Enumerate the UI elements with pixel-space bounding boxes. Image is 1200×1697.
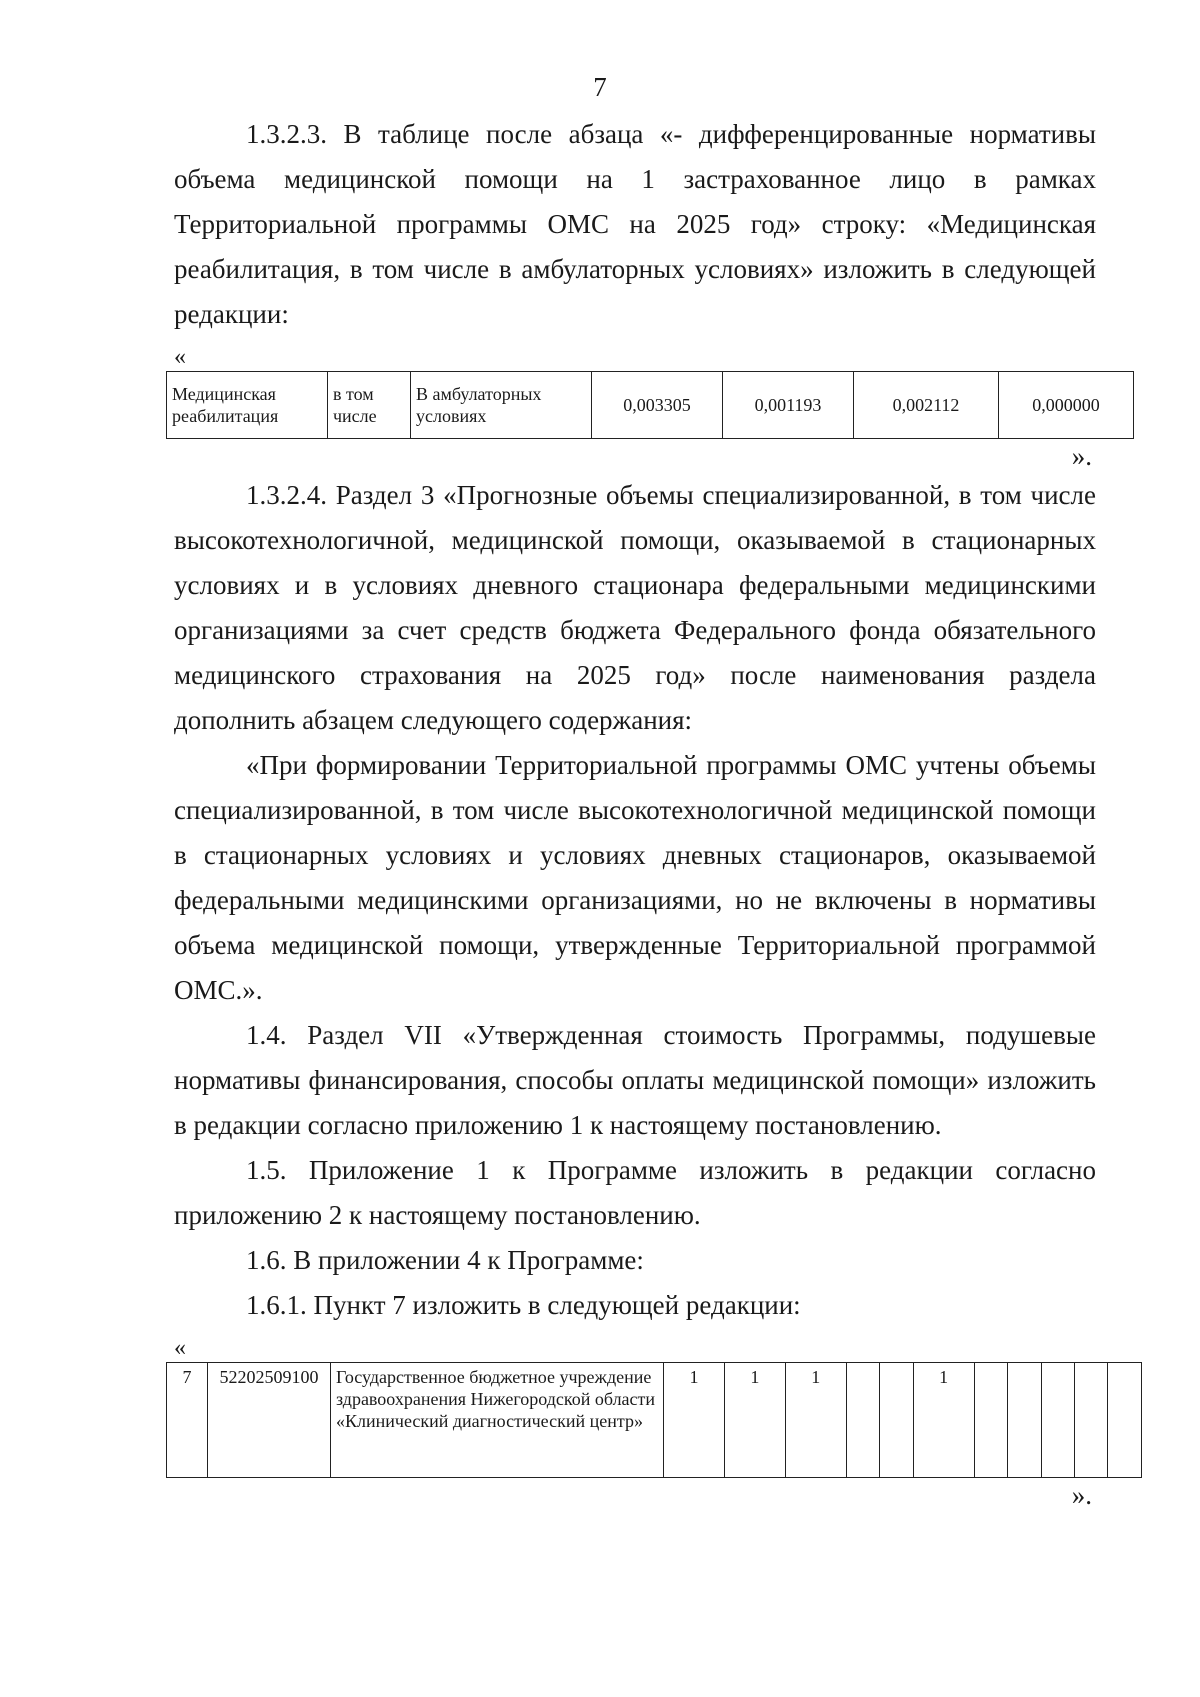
page-number: 7 — [593, 72, 607, 102]
table-cell: В амбулаторных условиях — [411, 372, 592, 439]
mark-cell — [846, 1363, 879, 1478]
organization-name-cell: Государственное бюджетное учреждение здравоохранения Нижегородской области «Клинический диагностический центр» — [331, 1363, 664, 1478]
quote-close-1: ». — [1071, 441, 1092, 471]
table-row — [167, 372, 1134, 439]
mark-cell: 1 — [664, 1363, 725, 1478]
quote-open-2: « — [174, 1335, 186, 1361]
mark-cell — [974, 1363, 1007, 1478]
document-body — [172, 112, 1100, 1512]
table-rehabilitation — [166, 371, 1134, 439]
mark-cell: 1 — [913, 1363, 974, 1478]
table-organization — [166, 1362, 1142, 1478]
mark-cell — [880, 1363, 913, 1478]
paragraph-1-3-2-4: 1.3.2.4. Раздел 3 «Прогнозные объемы специализированной, в том числе высокотехнологичной, медицинской помощи, оказываемой в стационарных условиях и в условиях дневного стационара федеральными медицинскими организациями за счет средств бюджета Федерального фонда обязательного медицинского страхования на 2025 год» после наименования раздела дополнить абзацем следующего содержания: — [174, 480, 1096, 735]
row-number-cell: 7 — [167, 1363, 208, 1478]
table-cell: 0,002112 — [854, 372, 999, 439]
table-cell: Медицинская реабилитация — [167, 372, 328, 439]
quote-open-1: « — [174, 344, 186, 370]
table-row — [167, 1363, 1142, 1478]
table-cell: 0,001193 — [723, 372, 854, 439]
quote-close-2: ». — [1071, 1480, 1092, 1510]
table-cell: 0,000000 — [999, 372, 1134, 439]
mark-cell: 1 — [724, 1363, 785, 1478]
paragraph-1-6-1: 1.6.1. Пункт 7 изложить в следующей редакции: — [246, 1290, 801, 1320]
code-cell: 52202509100 — [208, 1363, 331, 1478]
paragraph-1-4: 1.4. Раздел VII «Утвержденная стоимость Программы, подушевые нормативы финансирования, способы оплаты медицинской помощи» изложить в редакции согласно приложению 1 к настоящему постановлению. — [174, 1020, 1096, 1140]
mark-cell: 1 — [785, 1363, 846, 1478]
mark-cell — [1008, 1363, 1041, 1478]
table-cell: 0,003305 — [592, 372, 723, 439]
paragraph-1-3-2-3: 1.3.2.3. В таблице после абзаца «- дифференцированные нормативы объема медицинской помощи на 1 застрахованное лицо в рамках Территориальной программы ОМС на 2025 год» строку: «Медицинская реабилитация, в том числе в амбулаторных условиях» изложить в следующей редакции: — [174, 119, 1096, 329]
paragraph-quote: «При формировании Территориальной программы ОМС учтены объемы специализированной, в том числе высокотехнологичной медицинской помощи в стационарных условиях и условиях дневных стационаров, оказываемой федеральными медицинскими организациями, но не включены в нормативы объема медицинской помощи, утвержденные Территориальной программой ОМС.». — [174, 750, 1096, 1005]
paragraph-1-5: 1.5. Приложение 1 к Программе изложить в редакции согласно приложению 2 к настоящему постановлению. — [174, 1155, 1096, 1230]
mark-cell — [1074, 1363, 1107, 1478]
mark-cell — [1041, 1363, 1074, 1478]
table-cell: в том числе — [328, 372, 411, 439]
paragraph-1-6: 1.6. В приложении 4 к Программе: — [246, 1245, 644, 1275]
mark-cell — [1108, 1363, 1142, 1478]
